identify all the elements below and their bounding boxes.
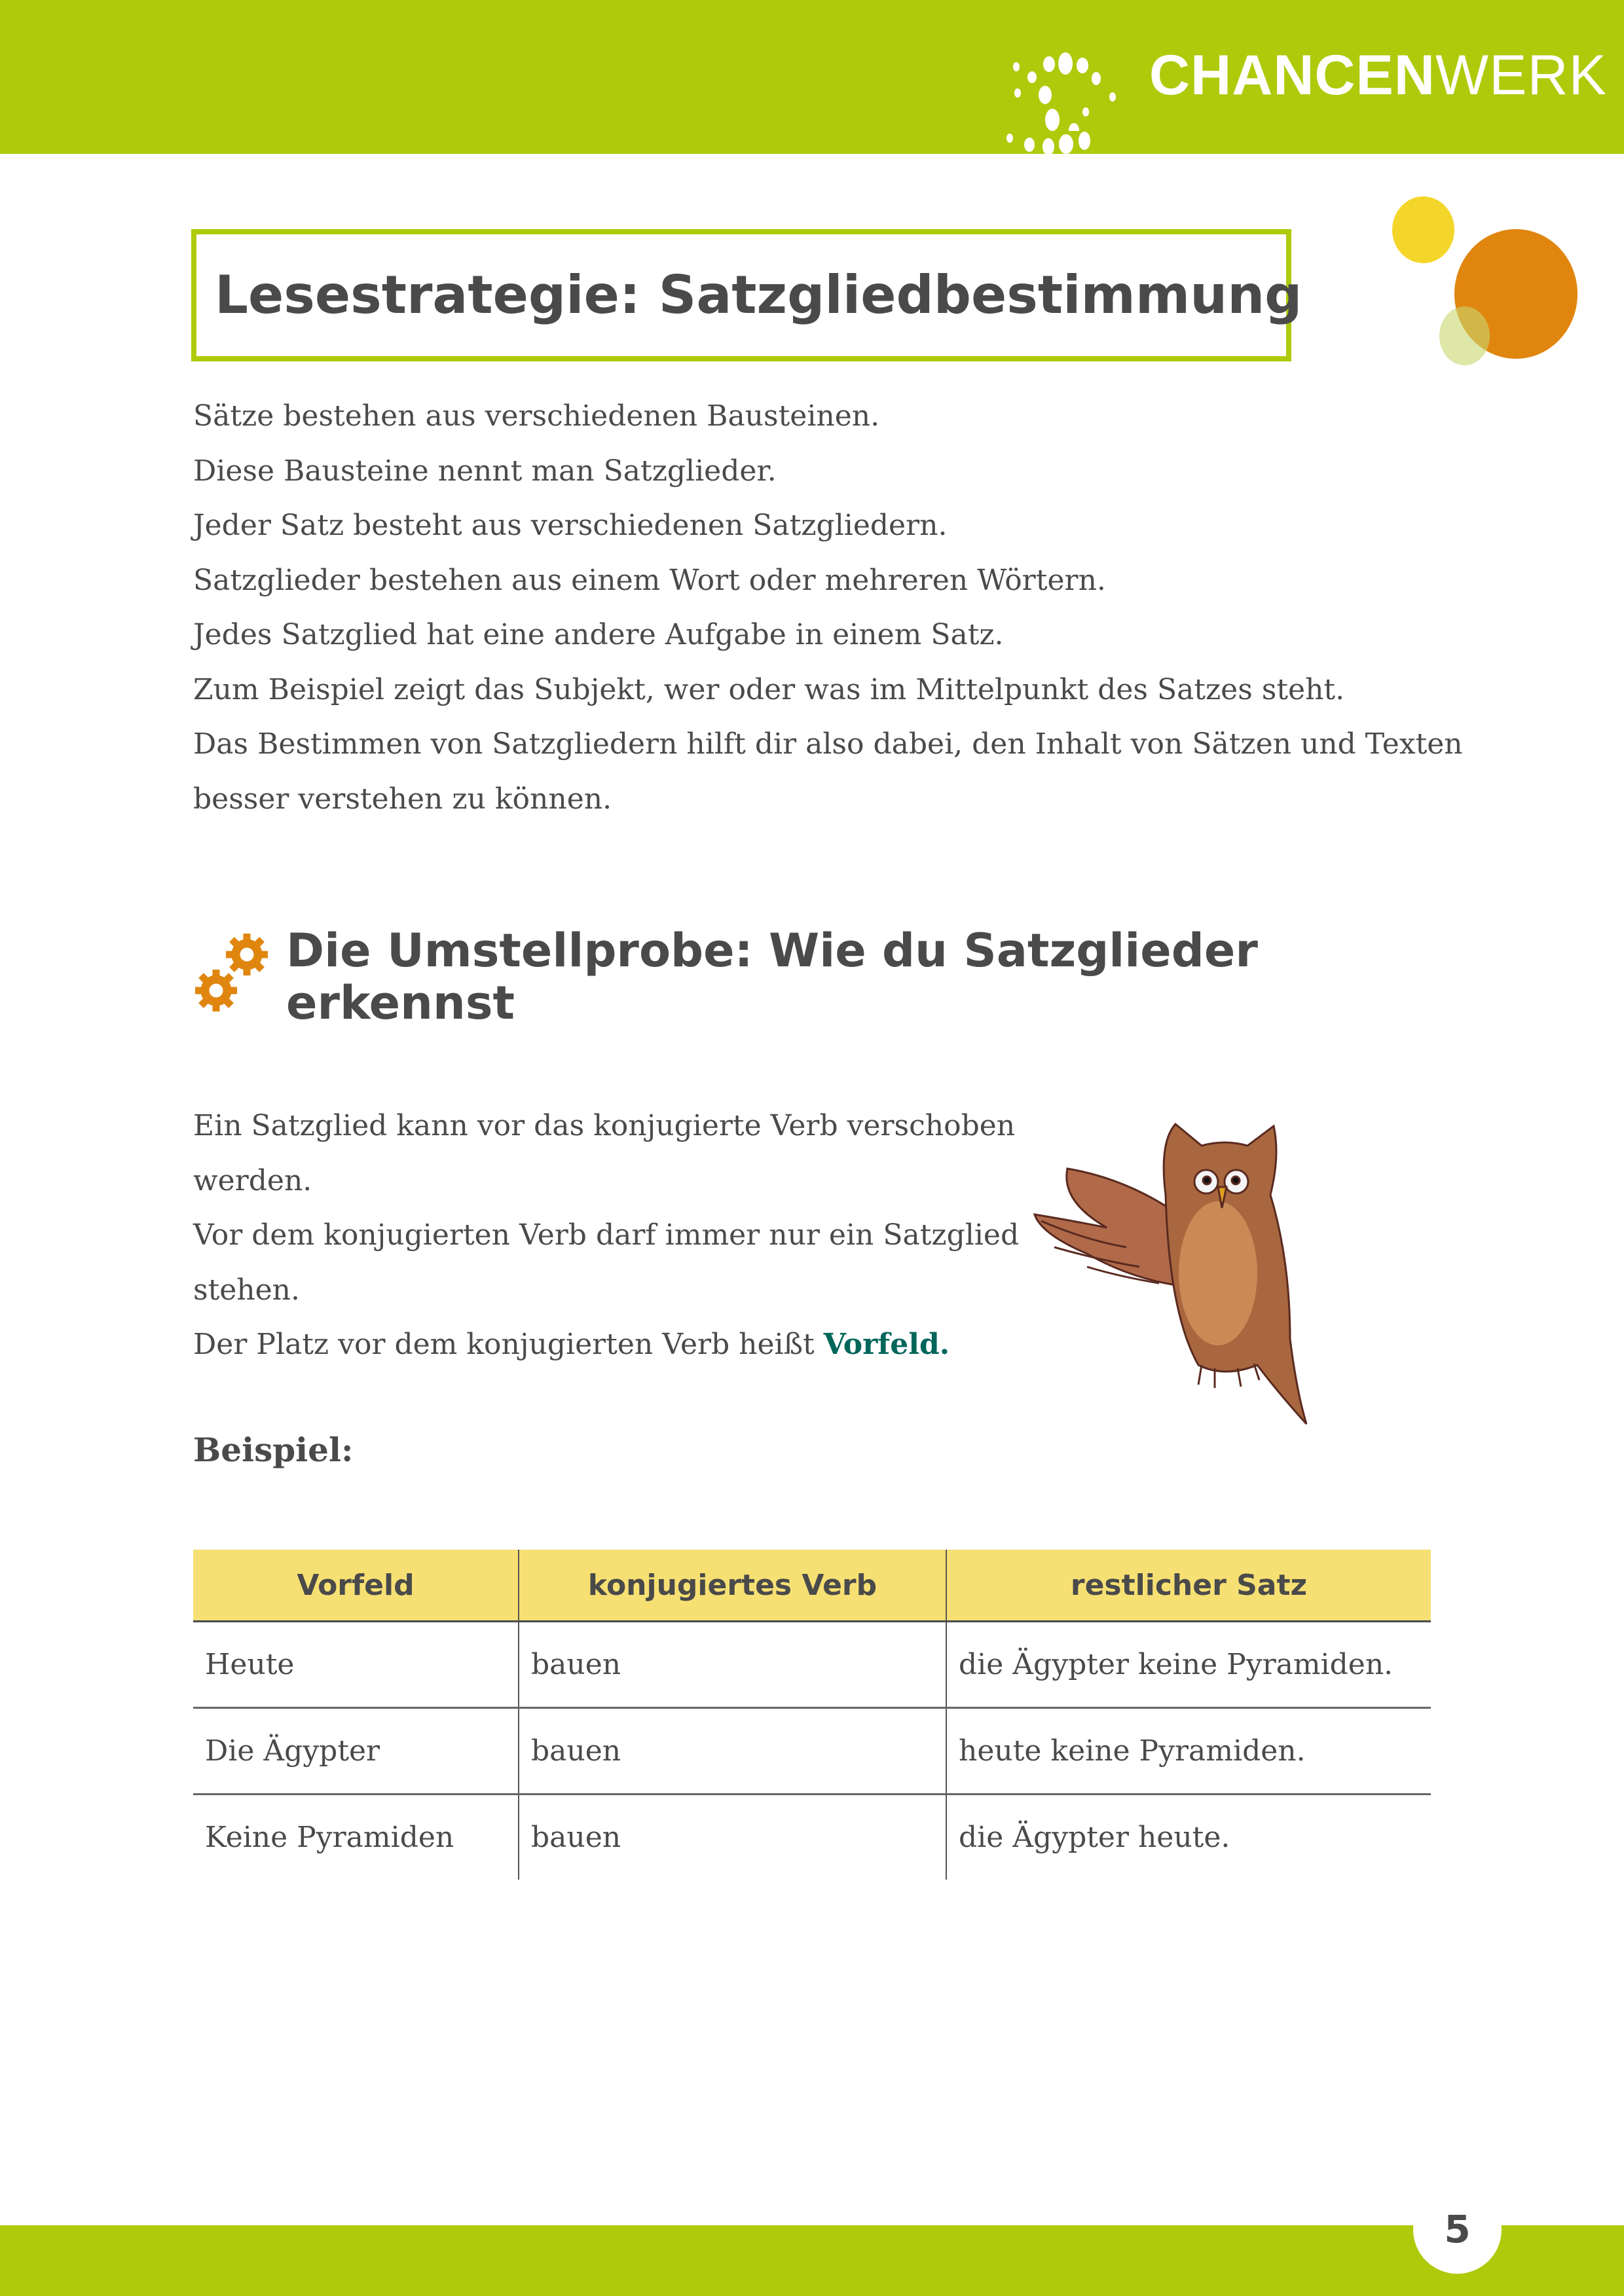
table-cell: Heute (193, 1622, 519, 1708)
intro-line: besser verstehen zu können. (193, 782, 612, 816)
table-row (193, 1708, 1431, 1795)
intro-line: Diese Bausteine nennt man Satzglieder. (193, 454, 777, 488)
paragraph-line (193, 1317, 1019, 1372)
table-cell: bauen (519, 1622, 946, 1708)
light-green-circle-decoration (1439, 306, 1490, 365)
example-label: Beispiel: (193, 1430, 354, 1469)
table-cell: heute keine Pyramiden. (946, 1708, 1431, 1795)
header-bar (0, 0, 1624, 154)
table-cell: bauen (519, 1795, 946, 1880)
section-heading-line: Die Umstellprobe: Wie du Satzglieder (286, 924, 1258, 977)
paragraph-line: stehen. (193, 1273, 301, 1307)
column-header-vorfeld: Vorfeld (193, 1550, 519, 1622)
gears-icon (191, 928, 273, 1017)
intro-paragraph (193, 389, 1463, 826)
table-cell: die Ägypter keine Pyramiden. (946, 1622, 1431, 1708)
intro-line: Das Bestimmen von Satzgliedern hilft dir also dabei, den Inhalt von Sätzen und Texten (193, 727, 1463, 761)
title-box (191, 229, 1302, 361)
vorfeld-sentence: Der Platz vor dem konjugierten Verb heißt (193, 1328, 824, 1361)
column-header-rest: restlicher Satz (946, 1550, 1431, 1622)
footer-bar (0, 2225, 1624, 2296)
intro-line: Satzglieder bestehen aus einem Wort oder mehreren Wörtern. (193, 563, 1106, 597)
intro-line: Jedes Satzglied hat eine andere Aufgabe in einem Satz. (193, 618, 1004, 651)
column-header-verb: konjugiertes Verb (519, 1550, 946, 1622)
page-number: 5 (1413, 2185, 1502, 2274)
paragraph-line: werden. (193, 1163, 312, 1197)
section-heading-line: erkennst (286, 976, 515, 1030)
yellow-circle-decoration (1392, 196, 1454, 263)
chancenwerk-logo: CHANCENWERK (1149, 44, 1607, 107)
umstellprobe-paragraph (193, 1099, 1019, 1372)
paragraph-line: Vor dem konjugierten Verb darf immer nur ein Satzglied (193, 1218, 1020, 1252)
table-cell: Keine Pyramiden (205, 1821, 454, 1854)
page-title: Lesestrategie: Satzgliedbestimmung (215, 264, 1302, 325)
table-row (193, 1622, 1431, 1708)
paragraph-line: Ein Satzglied kann vor das konjugierte Verb verschoben (193, 1109, 1016, 1142)
dots-logo-icon-lower (989, 98, 1133, 157)
table-cell: bauen (519, 1708, 946, 1795)
vorfeld-highlight: Vorfeld. (823, 1328, 950, 1361)
table-cell: die Ägypter heute. (946, 1795, 1431, 1880)
example-table (193, 1550, 1431, 1880)
intro-line: Sätze bestehen aus verschiedenen Bausteinen. (193, 399, 880, 433)
owl-illustration (1028, 1116, 1375, 1430)
table-cell: Die Ägypter (193, 1708, 519, 1795)
section-heading (286, 924, 1258, 1029)
intro-line: Zum Beispiel zeigt das Subjekt, wer oder was im Mittelpunkt des Satzes steht. (193, 672, 1345, 706)
table-header-row (193, 1550, 1431, 1622)
table-row (193, 1795, 1431, 1880)
intro-line: Jeder Satz besteht aus verschiedenen Satzgliedern. (193, 509, 948, 542)
